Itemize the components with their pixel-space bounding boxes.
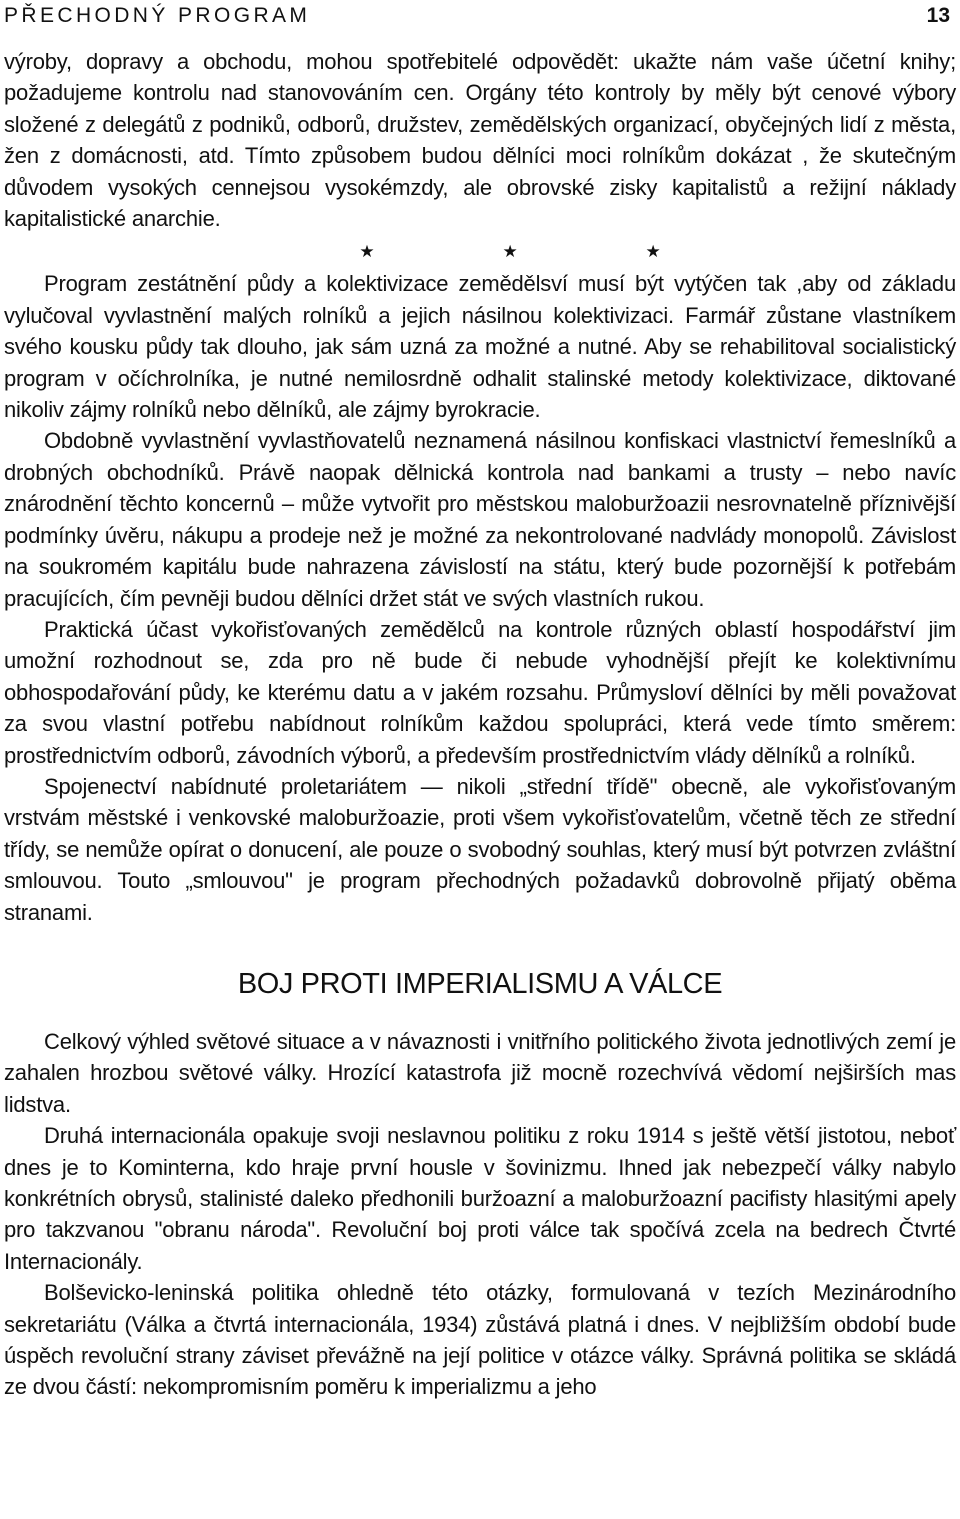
star-icon: ★	[502, 241, 518, 261]
paragraph: Spojenectví nabídnuté proletariátem — nikoli „střední třídě" obecně, ale vykořisťovaným vrstvám městské i venkovské maloburžoazie, proti všem vykořisťovatelům, včetně těch ze střední třídy, se nemůže opírat o donucení, ale pouze o svobodný souhlas, který musí být potvrzen zvláštní smlouvou. Touto „smlouvou" je program přechodných požadavků dobrovolně přijatý oběma stranami.	[4, 773, 956, 925]
paragraph: Druhá internacionála opakuje svoji neslavnou politiku z roku 1914 s ještě větší jistotou, neboť dnes je to Kominterna, kdo hraje první housle v šovinizmu. Ihned jak nebezpečí války nabylo konkrétních obrysů, stalinisté daleko předhonili buržoazní a maloburžoazní pacifisty hlasitými apely pro takzvanou "obranu národa". Revoluční boj proti válce tak spočívá zcela na bedrech Čtvrté Internacionály.	[4, 1123, 956, 1274]
running-title: PŘECHODNÝ PROGRAM	[4, 4, 311, 27]
paragraph: Celkový výhled světové situace a v návaznosti i vnitřního politického života jednotlivých zemí je zahalen hrozbou světové války. Hrozící katastrofa již mocně rozechvívá vědomí nejširších mas lidstva.	[4, 1028, 956, 1117]
star-icon: ★	[645, 241, 661, 261]
paragraph: Bolševicko-leninská politika ohledně této otázky, formulovaná v tezích Mezinárodního sekretariátu (Válka a čtvrtá internacionála, 1934) zůstává platná i dnes. V nejbližším období bude úspěch revoluční strany záviset převážně na její politice v otázce války. Správná politika se skládá ze dvou částí: nekompromisním poměru k imperializmu a jeho	[4, 1280, 956, 1400]
intro-paragraph: výroby, dopravy a obchodu, mohou spotřebitelé odpovědět: ukažte nám vaše účetní knihy; požadujeme kontrolu nad stanovováním cen. Orgány této kontroly by měly být cenové výbory složené z delegátů z podniků, odborů, družstev, zemědělských organizací, obyčejných lidí z města, žen z domácnosti, atd. Tímto způsobem budou dělníci moci rolníkům dokázat , že skutečným důvodem vysokých cennejsou vysokémzdy, ale obrovské zisky kapitalistů a režijní náklady kapitalistické anarchie.	[4, 49, 956, 232]
star-icon: ★	[359, 241, 375, 261]
body-text	[4, 46, 956, 1403]
section-heading: BOJ PROTI IMPERIALISMU A VÁLCE	[237, 967, 723, 1000]
paragraph: Program zestátnění půdy a kolektivizace zemědělsví musí být vytýčen tak ,aby od základu vylučoval vyvlastnění malých rolníků a jejich násilnou kolektivizaci. Farmář zůstane vlastníkem svého kousku půdy tak dlouho, jak sám uzná za možné a nutné. Aby se rehabilitoval socialistický program v očíchrolníka, je nutné nemilosrdně odhalit stalinské metody kolektivizace, diktované nikoliv zájmy rolníků nebo dělníků, ale zájmy byrokracie.	[4, 271, 956, 423]
running-header	[4, 4, 956, 38]
section-divider	[4, 238, 956, 264]
page-number: 13	[926, 4, 950, 27]
paragraph: Praktická účast vykořisťovaných zemědělců na kontrole různých oblastí hospodářství jim umožní rozhodnout se, zda pro ně bude či nebude vyhodnější přejít ke kolektivnímu obhospodařování půdy, ke kterému datu a v jakém rozsahu. Průmysloví dělníci by měli považovat za svou vlastní potřebu nabídnout rolníkům každou spolupráci, která vede tímto směrem: prostřednictvím odborů, závodních výborů, a především prostřednictvím vlády dělníků a rolníků.	[4, 616, 956, 768]
paragraph: Obdobně vyvlastnění vyvlastňovatelů neznamená násilnou konfiskaci vlastnictví řemeslníků a drobných obchodníků. Právě naopak dělnická kontrola nad bankami a trusty – nebo navíc znárodnění těchto koncernů – může vytvořit pro městskou maloburžoazii nesrovnatelně příznivější podmínky úvěru, nákupu a prodeje než je možné za nekontrolované nadvlády monopolů. Závislost na soukromém kapitálu bude nahrazena závislostí na státu, který bude pozornější k potřebám pracujících, čím pevněji budou dělníci držet stát ve svých vlastních rukou.	[4, 428, 956, 611]
